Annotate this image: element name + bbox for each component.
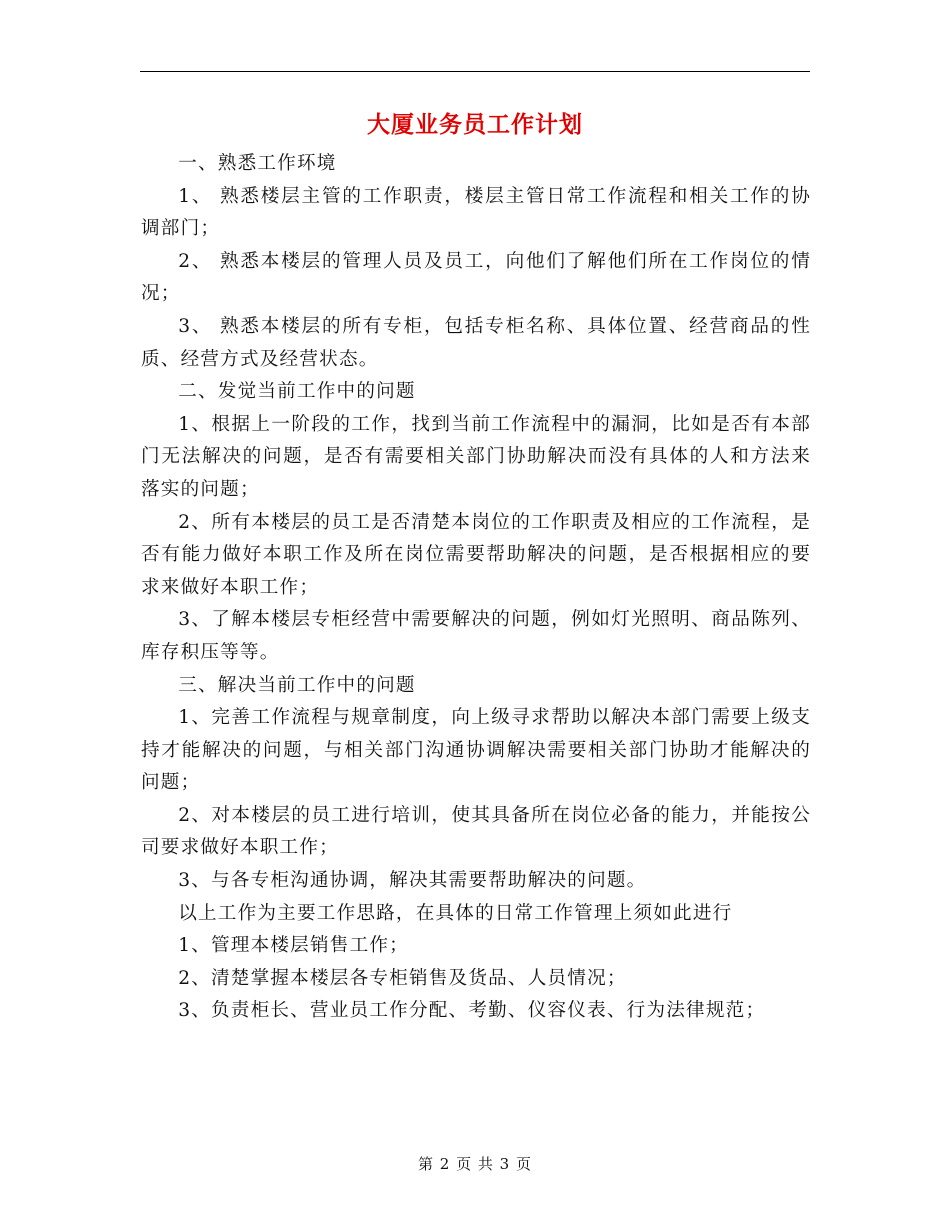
paragraph: 2、对本楼层的员工进行培训，使其具备所在岗位必备的能力，并能按公司要求做好本职工作；	[141, 804, 811, 859]
document-title: 大厦业务员工作计划	[367, 111, 583, 138]
paragraph: 以上工作为主要工作思路，在具体的日常工作管理上须如此进行	[178, 902, 733, 924]
paragraph: 3、了解本楼层专柜经营中需要解决的问题，例如灯光照明、商品陈列、库存积压等等。	[141, 609, 811, 663]
paragraph: 1、管理本楼层销售工作；	[178, 935, 409, 957]
document-body	[141, 148, 811, 1028]
paragraph: 1、根据上一阶段的工作，找到当前工作流程中的漏洞，比如是否有本部门无法解决的问题，是否有需要相关部门协助解决而没有具体的人和方法来落实的问题；	[141, 413, 811, 500]
section-heading-3: 三、解决当前工作中的问题	[178, 674, 416, 696]
paragraph: 1、完善工作流程与规章制度，向上级寻求帮助以解决本部门需要上级支持才能解决的问题，与相关部门沟通协调解决需要相关部门协助才能解决的问题；	[141, 707, 811, 794]
paragraph: 1、 熟悉楼层主管的工作职责，楼层主管日常工作流程和相关工作的协调部门；	[141, 185, 811, 240]
page-number-footer: 第 2 页 共 3 页	[418, 1155, 532, 1173]
paragraph: 3、 熟悉本楼层的所有专柜，包括专柜名称、具体位置、经营商品的性质、经营方式及经营状态。	[141, 315, 811, 370]
section-heading-2: 二、发觉当前工作中的问题	[178, 381, 416, 403]
header-rule	[140, 71, 810, 72]
paragraph: 3、与各专柜沟通协调，解决其需要帮助解决的问题。	[178, 870, 647, 892]
paragraph: 3、负责柜长、营业员工作分配、考勤、仪容仪表、行为法律规范；	[178, 1000, 766, 1022]
paragraph: 2、清楚掌握本楼层各专柜销售及货品、人员情况；	[178, 967, 627, 989]
paragraph: 2、所有本楼层的员工是否清楚本岗位的工作职责及相应的工作流程，是否有能力做好本职工作及所在岗位需要帮助解决的问题，是否根据相应的要求来做好本职工作；	[141, 511, 811, 598]
section-heading-1: 一、熟悉工作环境	[178, 153, 337, 174]
paragraph: 2、 熟悉本楼层的管理人员及员工，向他们了解他们所在工作岗位的情况；	[141, 250, 811, 305]
